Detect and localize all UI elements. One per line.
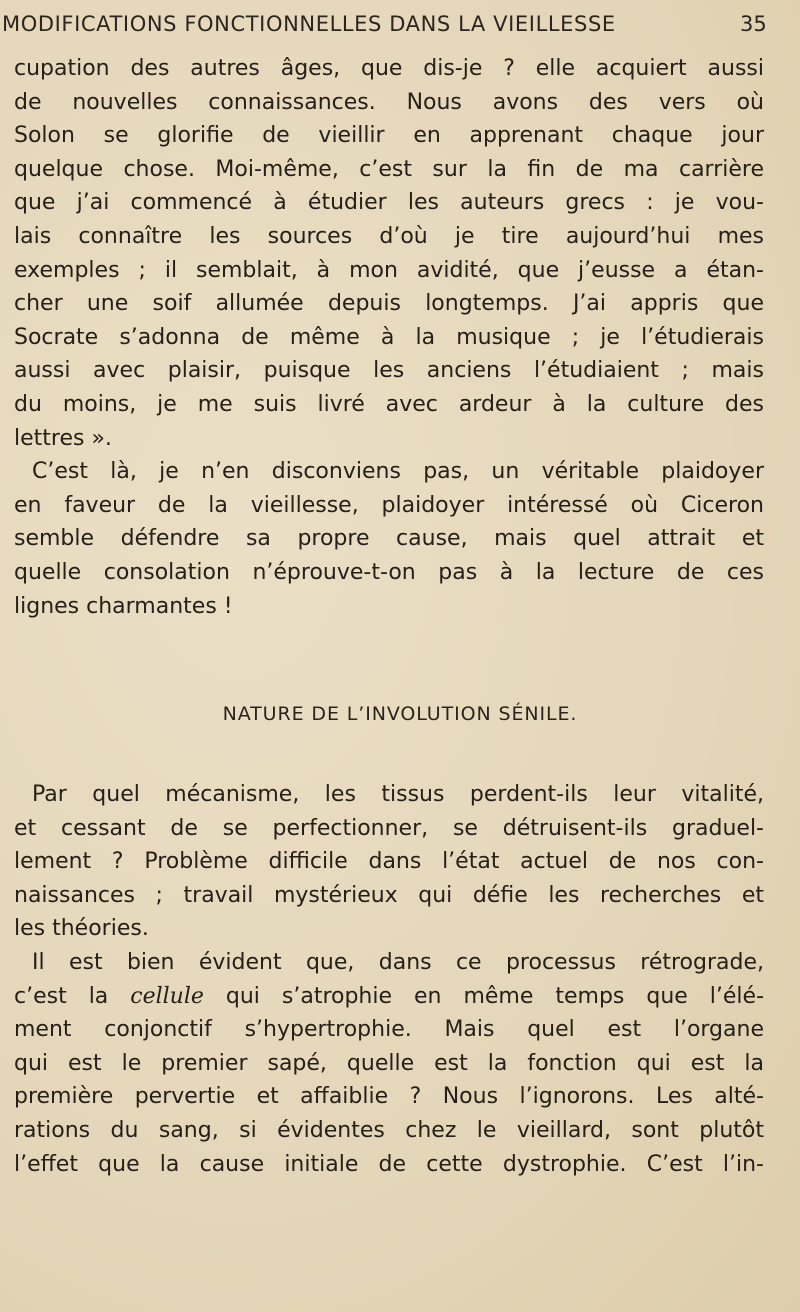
text-line: lettres ». — [14, 425, 112, 451]
text-line — [14, 980, 764, 1014]
text-line: l’effet que la cause initiale de cette dystrophie. C’est l’in- — [14, 1151, 764, 1177]
text-line: qui est le premier sapé, quelle est la fonction qui est la — [14, 1050, 764, 1076]
italic-term: cellule — [130, 983, 204, 1009]
running-title: MODIFICATIONS FONCTIONNELLES DANS LA VIEILLESSE — [2, 12, 616, 36]
running-head — [0, 12, 790, 46]
text-line: ment conjonctif s’hypertrophie. Mais quel est l’organe — [14, 1017, 764, 1043]
text-line: cher une soif allumée depuis longtemps. J’ai appris que — [14, 291, 764, 317]
text-line: semble défendre sa propre cause, mais quel attrait et — [14, 526, 764, 552]
text-fragment: qui s’atrophie en même temps que l’élé- — [225, 983, 765, 1009]
paragraph-block-2 — [14, 778, 764, 1181]
text-line: lignes charmantes ! — [14, 593, 233, 619]
text-line: Solon se glorifie de vieillir en apprenant chaque jour — [14, 123, 764, 149]
text-line: que j’ai commencé à étudier les auteurs grecs : je vou- — [14, 190, 764, 216]
text-line: du moins, je me suis livré avec ardeur à la culture des — [14, 391, 764, 417]
text-line: les théories. — [14, 916, 149, 942]
text-line: naissances ; travail mystérieux qui défie les recherches et — [14, 882, 764, 908]
text-line: et cessant de se perfectionner, se détruisent-ils graduel- — [14, 815, 764, 841]
text-line: quelle consolation n’éprouve-t-on pas à la lecture de ces — [14, 559, 764, 585]
text-line: cupation des autres âges, que dis-je ? elle acquiert aussi — [14, 56, 764, 81]
text-line: de nouvelles connaissances. Nous avons des vers où — [14, 89, 764, 115]
text-line: aussi avec plaisir, puisque les anciens l’étudiaient ; mais — [14, 358, 764, 384]
section-heading: NATURE DE L’INVOLUTION SÉNILE. — [222, 703, 578, 725]
text-line: lais connaître les sources d’où je tire aujourd’hui mes — [14, 223, 764, 249]
text-line: en faveur de la vieillesse, plaidoyer intéressé où Ciceron — [14, 492, 764, 518]
text-line: lement ? Problème difficile dans l’état actuel de nos con- — [14, 849, 764, 875]
text-line: exemples ; il semblait, à mon avidité, que j’eusse a étan- — [14, 257, 764, 283]
page-number: 35 — [740, 12, 767, 36]
text-line: Socrate s’adonna de même à la musique ; je l’étudierais — [14, 324, 764, 350]
text-line: première pervertie et affaiblie ? Nous l’ignorons. Les alté- — [14, 1084, 764, 1110]
text-line: rations du sang, si évidentes chez le vieillard, sont plutôt — [14, 1117, 764, 1143]
text-fragment: c’est la — [14, 983, 131, 1009]
text-line: C’est là, je n’en disconviens pas, un véritable plaidoyer — [32, 459, 764, 485]
paragraph-block-1 — [14, 52, 764, 623]
text-line: Par quel mécanisme, les tissus perdent-ils leur vitalité, — [32, 782, 764, 807]
text-line: Il est bien évident que, dans ce processus rétrograde, — [32, 949, 764, 975]
text-line: quelque chose. Moi-même, c’est sur la fin de ma carrière — [14, 156, 764, 182]
